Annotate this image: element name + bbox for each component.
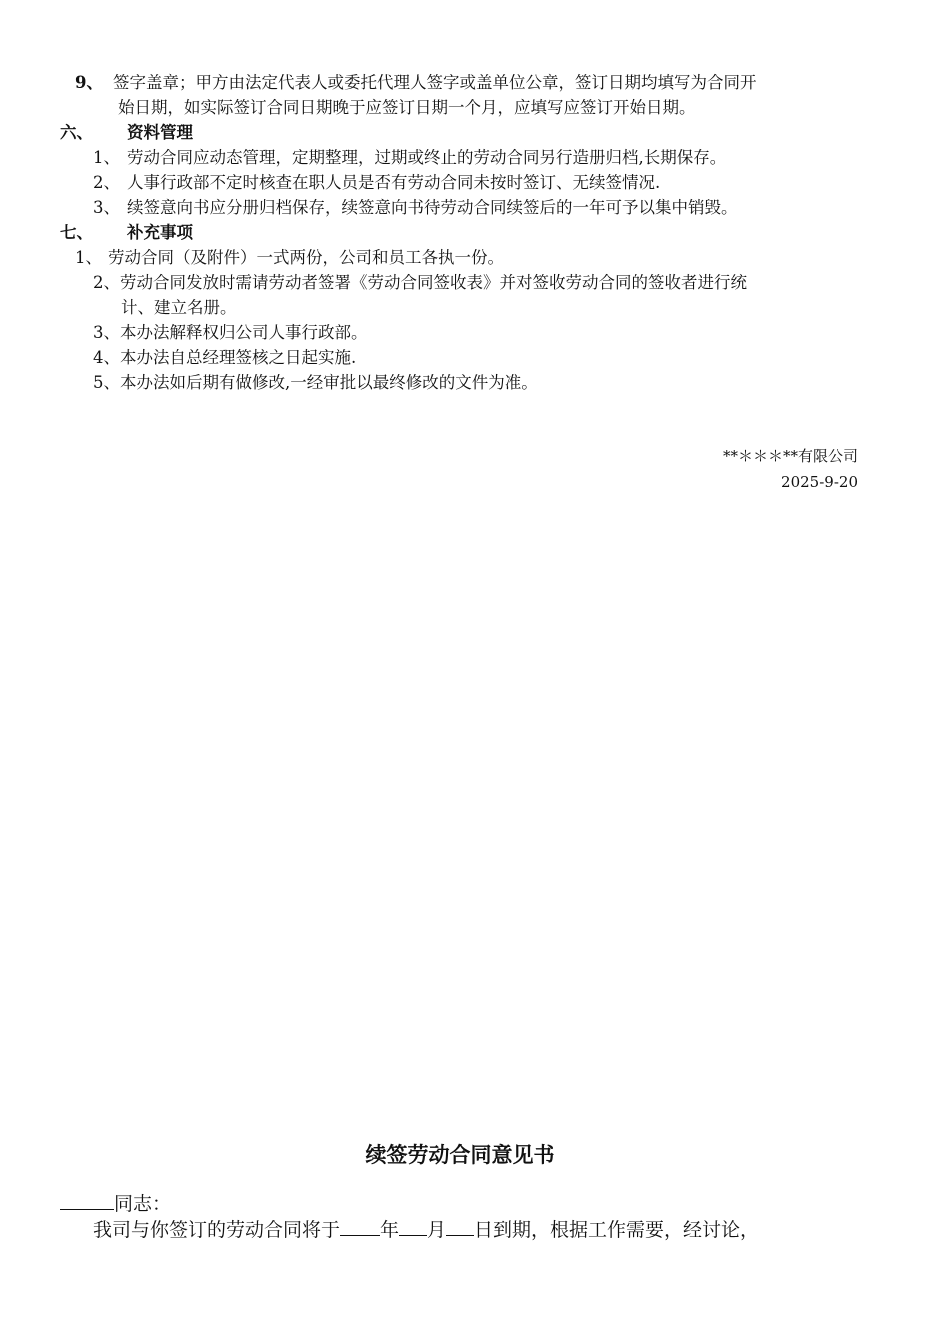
item-9-line-2: 始日期，如实际签订合同日期晚于应签订日期一个月，应填写应签订开始日期。 [118, 98, 696, 117]
section-7-item-2-line-2: 计、建立名册。 [121, 298, 237, 317]
letter-day-label: 日到期，根据工作需要，经讨论， [474, 1219, 760, 1241]
section-7-item-1-number: 1、 [75, 248, 102, 267]
section-7-item-3: 3、本办法解释权归公司人事行政部。 [93, 323, 368, 342]
letter-month-label: 月 [427, 1219, 447, 1241]
section-6-number: 六、 [60, 123, 93, 142]
signature-company: **＊＊＊**有限公司 [722, 447, 858, 465]
letter-body-line [93, 1216, 759, 1244]
name-blank[interactable] [60, 1191, 114, 1210]
section-7-item-4: 4、本办法自总经理签核之日起实施. [93, 348, 357, 367]
section-7-item-2-line-1: 2、劳动合同发放时需请劳动者签署《劳动合同签收表》并对签收劳动合同的签收者进行统 [93, 273, 747, 292]
letter-salutation: 同志： [114, 1193, 172, 1215]
section-6-item-1-number: 1、 [93, 148, 120, 167]
section-7-item-1-text: 劳动合同（及附件）一式两份，公司和员工各执一份。 [108, 248, 504, 267]
section-7-item-5: 5、本办法如后期有做修改,一经审批以最终修改的文件为准。 [93, 373, 538, 392]
letter-body-intro: 我司与你签订的劳动合同将于 [93, 1219, 341, 1241]
letter-title: 续签劳动合同意见书 [365, 1142, 555, 1167]
letter-year-label: 年 [380, 1219, 400, 1241]
day-blank[interactable] [446, 1217, 474, 1236]
section-6-item-3-text: 续签意向书应分册归档保存，续签意向书待劳动合同续签后的一年可予以集中销毁。 [127, 198, 738, 217]
section-6-item-2-text: 人事行政部不定时核查在职人员是否有劳动合同未按时签订、无续签情况. [127, 173, 661, 192]
section-6-item-1-text: 劳动合同应动态管理，定期整理，过期或终止的劳动合同另行造册归档,长期保存。 [127, 148, 727, 167]
month-blank[interactable] [399, 1217, 427, 1236]
item-9-number: 9、 [75, 73, 103, 92]
section-7-number: 七、 [60, 223, 93, 242]
signature-date: 2025-9-20 [781, 473, 858, 491]
section-6-item-2-number: 2、 [93, 173, 120, 192]
section-7-title: 补充事项 [127, 223, 193, 242]
section-6-title: 资料管理 [127, 123, 193, 142]
item-9-line-1: 签字盖章；甲方由法定代表人或委托代理人签字或盖单位公章，签订日期均填写为合同开 [113, 73, 757, 92]
section-6-item-3-number: 3、 [93, 198, 120, 217]
year-blank[interactable] [340, 1217, 380, 1236]
letter-salutation-line [60, 1190, 171, 1218]
